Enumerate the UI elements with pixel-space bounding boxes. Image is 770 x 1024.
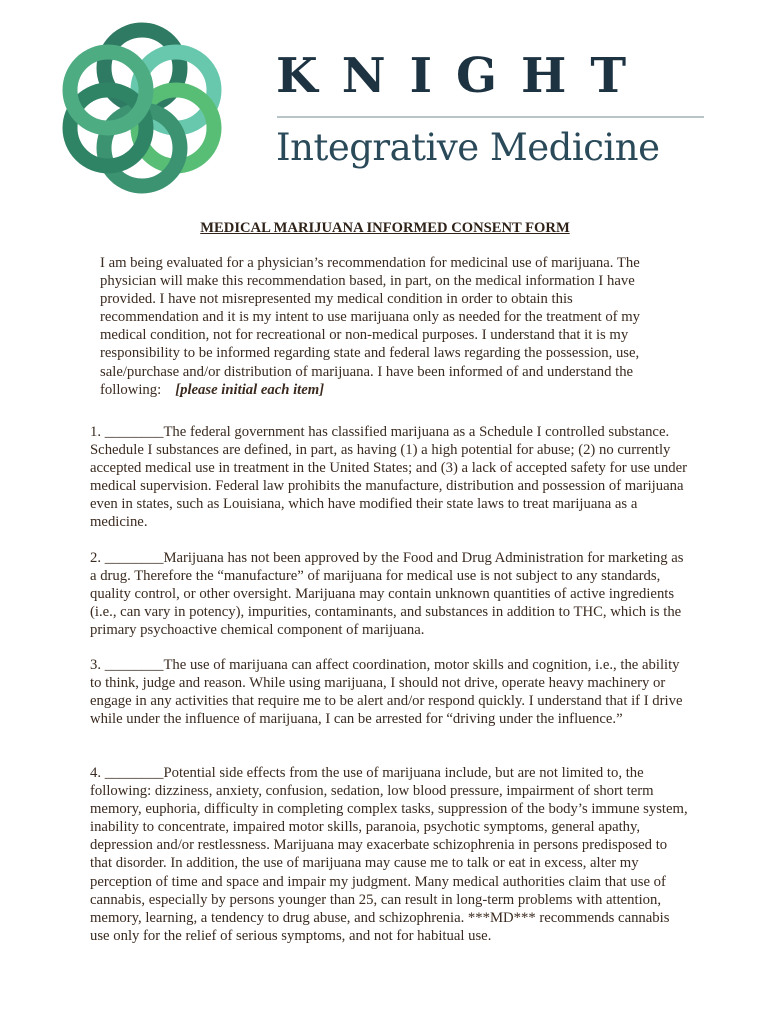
brand-subtitle: Integrative Medicine [276,126,660,169]
intro-instruction: [please initial each item] [175,381,325,398]
intro-text: I am being evaluated for a physician’s recommendation for medicinal use of marijuana. The physician will make this recommendation based, in part, on the medical information I have provided. I have not misrepresented my medical condition in order to obtain this recommendation and it is my intent to use marijuana only as needed for the treatment of my medical condition, not for recreational or non-medical purposes. I understand that it is my responsibility to be informed regarding state and federal laws regarding the possession, use, sale/purchase and/or distribution of marijuana. I have been informed of and understand the following: [100,255,641,398]
brand-name: KNIGHT [276,48,651,104]
consent-item-2: 2. ________Marijuana has not been approved by the Food and Drug Administration for marketing as a drug. Therefore the “manufacture” of marijuana for medical use is not subject to any standards, quality control, or other oversight. Marijuana may contain unknown quantities of active ingredients (i.e., can vary in potency), impurities, contaminants, and substances in addition to THC, which is the primary psychoactive chemical component of marijuana. [90,550,684,639]
form-title: MEDICAL MARIJUANA INFORMED CONSENT FORM [200,220,570,236]
brand-divider [277,116,704,118]
intro-paragraph [100,254,670,399]
logo-mark-icon [55,20,230,195]
consent-item-4: 4. ________Potential side effects from the use of marijuana include, but are not limited to, the following: dizziness, anxiety, confusion, sedation, low blood pressure, impairment of short term memory, euphoria, difficulty in completing complex tasks, suppression of the body’s immune system, inability to concentrate, impaired motor skills, paranoia, psychotic symptoms, general apathy, depression and/or restlessness. Marijuana may exacerbate schizophrenia in persons predisposed to that disorder. In addition, the use of marijuana may cause me to talk or eat in excess, alter my perception of time and space and impair my judgment. Many medical authorities claim that use of cannabis, especially by persons younger than 25, can result in long-term problems with attention, memory, learning, a tendency to drug abuse, and schizophrenia. ***MD*** recommends cannabis use only for the relief of serious symptoms, and not for habitual use. [90,765,688,944]
consent-item-3: 3. ________The use of marijuana can affect coordination, motor skills and cognition, i.e., the ability to think, judge and reason. While using marijuana, I should not drive, operate heavy machinery or engage in any activities that require me to be alert and/or respond quickly. I understand that if I drive while under the influence of marijuana, I can be arrested for “driving under the influence.” [90,657,683,728]
consent-item-1: 1. ________The federal government has classified marijuana as a Schedule I controlled substance. Schedule I substances are defined, in part, as having (1) a high potential for abuse; (2) no currently accepted medical use in treatment in the United States; and (3) a lack of accepted safety for use under medical supervision. Federal law prohibits the manufacture, distribution and possession of marijuana even in states, such as Louisiana, which have modified their state laws to treat marijuana as a medicine. [90,424,688,531]
